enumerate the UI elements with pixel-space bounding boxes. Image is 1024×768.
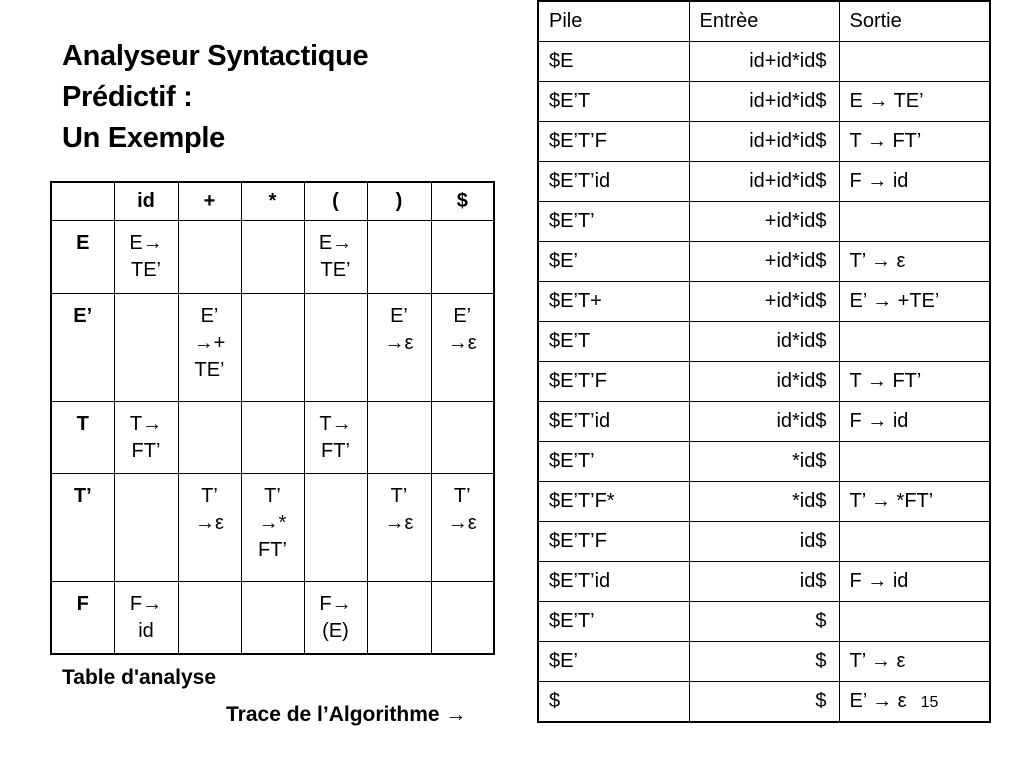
stack-cell-text: $E’T+ [549, 290, 602, 312]
output-cell [839, 442, 990, 482]
output-cell [839, 602, 990, 642]
stack-cell [538, 562, 689, 602]
trace-table-header-row [538, 1, 990, 42]
production-line: id [138, 619, 154, 642]
production-entry [115, 582, 178, 645]
production-line: TE’ [131, 258, 161, 281]
output-cell-text: F → id [849, 170, 909, 192]
stack-cell-text: $E’T’ [549, 210, 595, 232]
input-cell [689, 482, 839, 522]
output-cell [839, 402, 990, 442]
parse-table-cell [431, 473, 494, 581]
stack-cell-text: $E’T’id [549, 170, 611, 192]
production-entry [305, 582, 367, 645]
input-cell [689, 122, 839, 162]
input-cell [689, 562, 839, 602]
input-cell-text: $ [815, 690, 827, 712]
output-cell-text: T → FT’ [849, 370, 922, 392]
stack-cell-text: $E’ [549, 250, 578, 272]
parse-table-cell [367, 473, 431, 581]
trace-table-row [538, 42, 990, 82]
stack-cell-text: $E’T’F [549, 130, 607, 152]
production-line: →+ [193, 331, 226, 354]
production-entry [179, 474, 241, 537]
trace-table-row [538, 522, 990, 562]
production-line: →ε [447, 511, 477, 534]
output-cell [839, 562, 990, 602]
output-cell [839, 522, 990, 562]
stack-cell-text: $E’T’id [549, 570, 611, 592]
input-cell-text: id+id*id$ [749, 170, 827, 192]
parse-table-row [51, 473, 494, 581]
nonterminal-label: F [76, 592, 89, 615]
trace-table-row [538, 562, 990, 602]
input-cell [689, 522, 839, 562]
parse-table-header-cell: $ [431, 182, 494, 220]
production-entry [242, 294, 304, 303]
parse-table-cell [114, 401, 178, 473]
trace-table-row [538, 442, 990, 482]
production-line: E→ [318, 231, 353, 254]
production-line: FT’ [131, 439, 161, 462]
production-entry [432, 221, 494, 230]
stack-cell [538, 42, 689, 82]
trace-table-row [538, 122, 990, 162]
production-line: E’ [390, 304, 408, 327]
nonterminal-label: T’ [73, 484, 92, 507]
trace-table-row [538, 282, 990, 322]
parse-table-cell [178, 401, 241, 473]
parse-table-cell [241, 220, 304, 293]
production-entry [242, 221, 304, 230]
output-cell [839, 242, 990, 282]
input-cell-text: id$ [799, 530, 827, 552]
production-entry [179, 402, 241, 411]
production-line: TE’ [320, 258, 351, 281]
production-entry [368, 582, 431, 591]
input-cell-text: id*id$ [776, 370, 827, 392]
trace-table-row [538, 82, 990, 122]
output-cell [839, 282, 990, 322]
output-cell-text: E’ → ε [849, 690, 907, 712]
parse-table-cell [241, 401, 304, 473]
parse-table-cell [304, 293, 367, 401]
parse-table-header-cell: ( [304, 182, 367, 220]
output-cell [839, 322, 990, 362]
output-cell [839, 482, 990, 522]
production-line: FT’ [321, 439, 350, 462]
trace-table-row [538, 322, 990, 362]
output-cell-text: F → id [849, 570, 909, 592]
input-cell-text: id*id$ [776, 330, 827, 352]
parse-table-cell [431, 401, 494, 473]
production-entry [368, 294, 431, 357]
production-line: →ε [384, 331, 414, 354]
parse-table-cell [367, 401, 431, 473]
output-cell-text: E → TE’ [849, 90, 924, 112]
production-entry [115, 402, 178, 465]
slide-title-line: Prédictif : [62, 81, 193, 113]
production-line: F→ [129, 592, 163, 615]
input-cell [689, 242, 839, 282]
trace-table-row [538, 202, 990, 242]
input-cell-text: id+id*id$ [749, 90, 827, 112]
production-line: T’ [390, 484, 408, 507]
parse-table-header-cell: id [114, 182, 178, 220]
parse-table-cell [178, 220, 241, 293]
parse-table-cell [304, 581, 367, 654]
arrow-right-icon: → [445, 703, 467, 726]
production-line: T→ [319, 412, 352, 435]
output-cell [839, 122, 990, 162]
production-line: E’ [453, 304, 472, 327]
trace-table-row [538, 402, 990, 442]
parse-table [50, 181, 495, 655]
parse-table-nonterminal [51, 220, 114, 293]
parse-table-header-cell: ) [367, 182, 431, 220]
input-cell [689, 202, 839, 242]
nonterminal-label: T [76, 412, 89, 435]
stack-cell [538, 682, 689, 723]
production-line: →* [258, 511, 287, 534]
nonterminal-label: E’ [73, 304, 93, 327]
stack-cell [538, 82, 689, 122]
parse-table-cell [431, 293, 494, 401]
parse-table-row [51, 581, 494, 654]
parse-table-caption: Table d'analyse [62, 666, 217, 689]
stack-cell [538, 122, 689, 162]
trace-table-row [538, 642, 990, 682]
trace-table-row [538, 242, 990, 282]
production-entry [115, 294, 178, 303]
parse-table-nonterminal [51, 401, 114, 473]
input-cell [689, 442, 839, 482]
input-cell [689, 642, 839, 682]
production-entry [305, 221, 367, 284]
production-entry [115, 221, 178, 284]
stack-cell [538, 402, 689, 442]
production-line: (E) [322, 619, 349, 642]
input-cell-text: +id*id$ [764, 250, 827, 272]
trace-caption [226, 703, 466, 727]
output-cell-text: T’ → ε [849, 650, 906, 672]
production-entry [368, 402, 431, 411]
stack-cell-text: $E’T [549, 90, 591, 112]
stack-cell-text: $E’T’F* [549, 490, 615, 512]
production-line: →ε [384, 511, 414, 534]
input-cell [689, 282, 839, 322]
output-cell [839, 202, 990, 242]
stack-cell [538, 642, 689, 682]
trace-table-row [538, 682, 990, 723]
stack-cell-text: $E [549, 50, 574, 72]
parse-table-cell [304, 220, 367, 293]
trace-table [537, 0, 991, 723]
production-entry [305, 402, 367, 465]
trace-table-row [538, 362, 990, 402]
parse-table-nonterminal [51, 293, 114, 401]
stack-cell [538, 322, 689, 362]
production-entry [242, 582, 304, 591]
trace-caption-text: Trace de l’Algorithme [226, 703, 446, 726]
stack-cell-text: $ [549, 690, 561, 712]
parse-table-cell [114, 293, 178, 401]
stack-cell [538, 242, 689, 282]
production-line: T’ [264, 484, 281, 507]
input-cell-text: id$ [799, 570, 827, 592]
parse-table-cell [178, 581, 241, 654]
parse-table-cell [114, 581, 178, 654]
stack-cell [538, 162, 689, 202]
parse-table-header-cell: + [178, 182, 241, 220]
production-line: E→ [129, 231, 163, 254]
output-cell [839, 82, 990, 122]
input-cell [689, 402, 839, 442]
production-entry [368, 221, 431, 230]
input-cell-text: *id$ [792, 450, 827, 472]
stack-cell [538, 482, 689, 522]
production-entry [179, 582, 241, 591]
output-cell-text: T’ → ε [849, 250, 906, 272]
production-line: TE’ [194, 358, 225, 381]
parse-table-cell [367, 581, 431, 654]
stack-cell-text: $E’T’id [549, 410, 611, 432]
output-cell-text: E’ → +TE’ [849, 290, 940, 312]
input-cell-text: $ [815, 650, 827, 672]
input-cell-text: id+id*id$ [749, 130, 827, 152]
parse-table-row [51, 401, 494, 473]
slide-title [62, 36, 502, 159]
input-cell [689, 42, 839, 82]
production-line: F→ [319, 592, 352, 615]
output-cell-text: F → id [849, 410, 909, 432]
production-entry [242, 402, 304, 411]
production-line: T’ [453, 484, 471, 507]
trace-table-header-cell: Pile [538, 1, 689, 42]
trace-table-row [538, 482, 990, 522]
parse-table-cell [431, 220, 494, 293]
input-cell-text: +id*id$ [764, 210, 827, 232]
stack-cell-text: $E’T’ [549, 450, 595, 472]
stack-cell [538, 202, 689, 242]
stack-cell [538, 602, 689, 642]
production-line: T→ [129, 412, 163, 435]
output-cell [839, 682, 990, 723]
parse-table-nonterminal [51, 581, 114, 654]
parse-table-nonterminal [51, 473, 114, 581]
stack-cell-text: $E’ [549, 650, 578, 672]
stack-cell-text: $E’T [549, 330, 591, 352]
stack-cell [538, 442, 689, 482]
production-line: T’ [201, 484, 218, 507]
parse-table-cell [241, 473, 304, 581]
input-cell [689, 602, 839, 642]
production-line: →ε [447, 331, 477, 354]
input-cell-text: id*id$ [776, 410, 827, 432]
parse-table-row [51, 220, 494, 293]
input-cell-text: *id$ [792, 490, 827, 512]
nonterminal-label: E [76, 231, 90, 254]
production-entry [179, 294, 241, 384]
input-cell [689, 362, 839, 402]
production-line: E’ [200, 304, 219, 327]
stack-cell-text: $E’T’F [549, 530, 607, 552]
parse-table-cell [304, 473, 367, 581]
parse-table-header-row [51, 182, 494, 220]
trace-table-row [538, 162, 990, 202]
production-entry [432, 294, 494, 357]
stack-cell-text: $E’T’ [549, 610, 595, 632]
input-cell-text: +id*id$ [764, 290, 827, 312]
parse-table-cell [304, 401, 367, 473]
output-cell [839, 642, 990, 682]
parse-table-header-cell [51, 182, 114, 220]
parse-table-cell [431, 581, 494, 654]
production-entry [179, 221, 241, 230]
output-cell [839, 162, 990, 202]
production-entry [305, 294, 367, 303]
slide-title-line: Analyseur Syntactique [62, 40, 369, 72]
output-cell [839, 362, 990, 402]
parse-table-cell [241, 293, 304, 401]
parse-table-header-cell: * [241, 182, 304, 220]
input-cell [689, 322, 839, 362]
production-entry [368, 474, 431, 537]
stack-cell-text: $E’T’F [549, 370, 607, 392]
production-entry [115, 474, 178, 483]
parse-table-cell [241, 581, 304, 654]
production-entry [432, 582, 494, 591]
output-cell-text: T’ → *FT’ [849, 490, 934, 512]
input-cell-text: id+id*id$ [749, 50, 827, 72]
parse-table-cell [367, 220, 431, 293]
parse-table-cell [178, 293, 241, 401]
input-cell [689, 162, 839, 202]
parse-table-cell [114, 220, 178, 293]
slide-title-line: Un Exemple [62, 122, 225, 154]
output-cell-text: T → FT’ [849, 130, 922, 152]
trace-table-header-cell: Entrèe [689, 1, 839, 42]
production-line: FT’ [258, 538, 287, 561]
input-cell-text: $ [815, 610, 827, 632]
production-entry [305, 474, 367, 483]
input-cell [689, 682, 839, 723]
page-number: 15 [920, 694, 939, 711]
production-entry [242, 474, 304, 564]
production-entry [432, 402, 494, 411]
stack-cell [538, 282, 689, 322]
parse-table-cell [114, 473, 178, 581]
input-cell [689, 82, 839, 122]
production-line: →ε [195, 511, 224, 534]
stack-cell [538, 362, 689, 402]
parse-table-cell [178, 473, 241, 581]
parse-table-row [51, 293, 494, 401]
stack-cell [538, 522, 689, 562]
trace-table-header-cell: Sortie [839, 1, 990, 42]
production-entry [432, 474, 494, 537]
output-cell [839, 42, 990, 82]
parse-table-cell [367, 293, 431, 401]
trace-table-row [538, 602, 990, 642]
